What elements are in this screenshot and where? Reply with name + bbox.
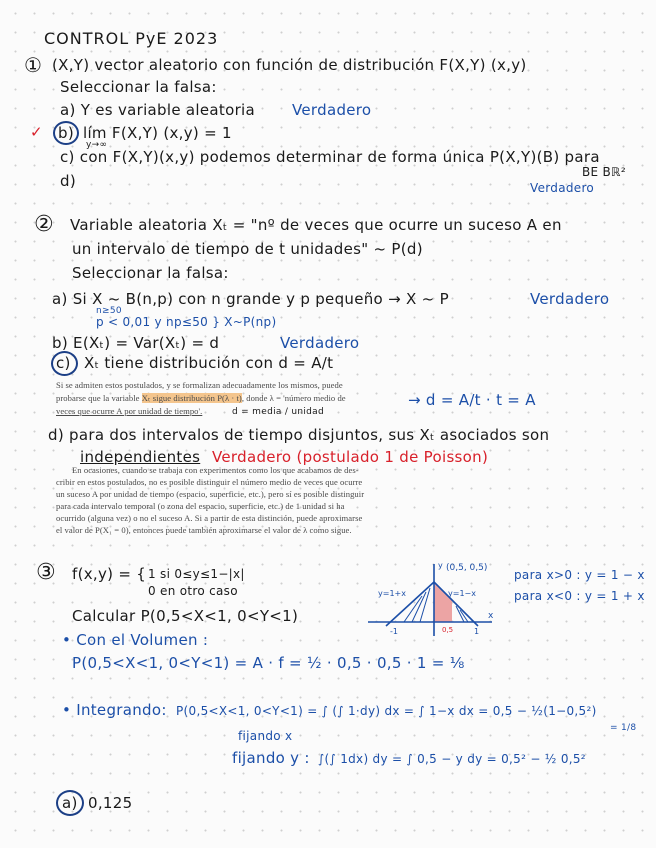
option-2a: a) Si X ~ B(n,p) con n grande y p pequeño → X ~ P <box>52 290 449 308</box>
option-1c: c) con F(X,Y)(x,y) podemos determinar de forma única P(X,Y)(B) para <box>60 148 600 166</box>
integration-dx: P(0,5<X<1, 0<Y<1) = ∫ (∫ 1·dy) dx = ∫ 1−x dx = 0,5 − ½(1−0,5²) <box>176 704 597 718</box>
excerpt-text: , donde λ = 'número medio de <box>241 393 346 403</box>
problem-1-statement: (X,Y) vector aleatorio con función de distribución F(X,Y) (x,y) <box>52 56 527 74</box>
problem-2-statement: Variable aleatoria Xₜ = "nº de veces que ocurre un suceso A en <box>70 216 562 234</box>
problem-2-instruction: Seleccionar la falsa: <box>72 264 229 282</box>
density-case-1: 1 si 0≤y≤1−|x| <box>148 567 245 581</box>
option-1b: lím F(X,Y) (x,y) = 1 <box>83 124 232 142</box>
hatch <box>404 596 422 622</box>
option-1a: a) Y es variable aleatoria <box>60 101 255 119</box>
final-answer-value: 0,125 <box>88 794 133 812</box>
graph-left-label: y=1+x <box>378 589 406 598</box>
option-1c-tail: BE Bℝ² <box>582 165 626 179</box>
problem-3-question: Calcular P(0,5<X<1, 0<Y<1) <box>72 607 299 625</box>
excerpt-line: ocurrido (alguna vez) o no el suceso A. Si a partir de esta distinción, puede aproximarse <box>56 513 363 523</box>
graph-one: 1 <box>474 627 480 636</box>
density-function: f(x,y) = { <box>72 565 147 583</box>
graph-x-label: x <box>488 611 494 621</box>
integration-dy: ∫(∫ 1dx) dy = ∫ 0,5 − y dy = 0,5² − ½ 0,5² <box>318 752 586 766</box>
option-2d-verdict: Verdadero (postulado 1 de Poisson) <box>212 448 489 466</box>
final-answer-label: a) <box>62 794 78 812</box>
graph-point-label: (0,5, 0,5) <box>446 563 488 573</box>
density-case-2: 0 en otro caso <box>148 584 238 598</box>
excerpt-line: Si se admiten estos postulados, y se formalizan adecuadamente los mismos, puede <box>56 380 343 390</box>
option-2a-verdict: Verdadero <box>530 290 610 308</box>
option-2c-label: c) <box>56 354 71 372</box>
page-title: CONTROL PyE 2023 <box>44 29 219 48</box>
option-1d-verdict: Verdadero <box>530 181 595 195</box>
integration-method-heading: • Integrando: <box>62 701 167 719</box>
fixing-x-label: fijando x <box>238 729 293 743</box>
shaded-region <box>434 582 452 622</box>
option-2d: d) para dos intervalos de tiempo disjuntos, sus Xₜ asociados son <box>48 426 550 444</box>
excerpt-line: un suceso A por unidad de tiempo (espacio, superficie, etc.), pero sí es posible distinguir <box>56 489 365 499</box>
graph-right-label: y=1−x <box>448 589 476 598</box>
lambda-derivation: → d = A/t · t = A <box>408 391 536 409</box>
problem-3-number: ③ <box>36 560 57 585</box>
excerpt-line-highlighted <box>56 394 346 403</box>
region-graph <box>364 560 504 640</box>
graph-note-negative: para x<0 : y = 1 + x <box>514 589 645 603</box>
graph-minus-one: -1 <box>390 627 398 636</box>
graph-half: 0,5 <box>442 626 454 634</box>
excerpt-line: veces que ocurre A por unidad de tiempo'. <box>56 406 203 416</box>
excerpt-line: para cada intervalo temporal (o zona del espacio, superficie, etc.) de 1 unidad si ha <box>56 501 345 511</box>
option-2b: b) E(Xₜ) = Var(Xₜ) = d <box>52 334 220 352</box>
volume-method-heading: • Con el Volumen : <box>62 631 209 649</box>
fixing-y-label: fijando y : <box>232 749 310 767</box>
excerpt-annotation: d = media / unidad <box>232 407 325 417</box>
excerpt-line: En ocasiones, cuando se trabaja con experimentos como los que acabamos de des- <box>72 465 359 475</box>
graph-note-positive: para x>0 : y = 1 − x <box>514 568 645 582</box>
excerpt-line: cribir en estos postulados, no es posible distinguir el número medio de veces que ocurre <box>56 477 363 487</box>
option-1b-label: b) <box>58 124 74 142</box>
problem-2-statement-2: un intervalo de tiempo de t unidades" ~ P(d) <box>72 240 423 258</box>
option-2d-cont: independientes <box>80 448 201 466</box>
integration-result: = 1/8 <box>610 723 637 733</box>
excerpt-text: probarse que la variable <box>56 393 142 403</box>
check-mark-icon: ✓ <box>30 123 43 141</box>
option-2b-verdict: Verdadero <box>280 334 360 352</box>
problem-1-number: ① <box>24 53 43 77</box>
option-2a-condition-2: p < 0,01 y np≤50 } X~P(np) <box>96 315 277 329</box>
highlighted-text: Xₜ sigue distribución P(λ · t) <box>141 393 242 403</box>
option-2c: Xₜ tiene distribución con d = A/t <box>84 354 334 372</box>
option-1a-verdict: Verdadero <box>292 101 372 119</box>
option-1d: d) <box>60 172 76 190</box>
problem-1-instruction: Seleccionar la falsa: <box>60 78 217 96</box>
option-2a-condition-1: n≥50 <box>96 306 122 316</box>
option-1b-limit: y→∞ <box>86 140 108 150</box>
graph-y-label: y <box>438 561 443 570</box>
volume-method-result: P(0,5<X<1, 0<Y<1) = A · f = ½ · 0,5 · 0,5 · 1 = ⅛ <box>72 654 465 672</box>
problem-2-number: ② <box>34 212 55 237</box>
excerpt-line: el valor de P(X₁ = 0), entonces puede también aproximarse el valor de λ como sigue. <box>56 525 352 535</box>
